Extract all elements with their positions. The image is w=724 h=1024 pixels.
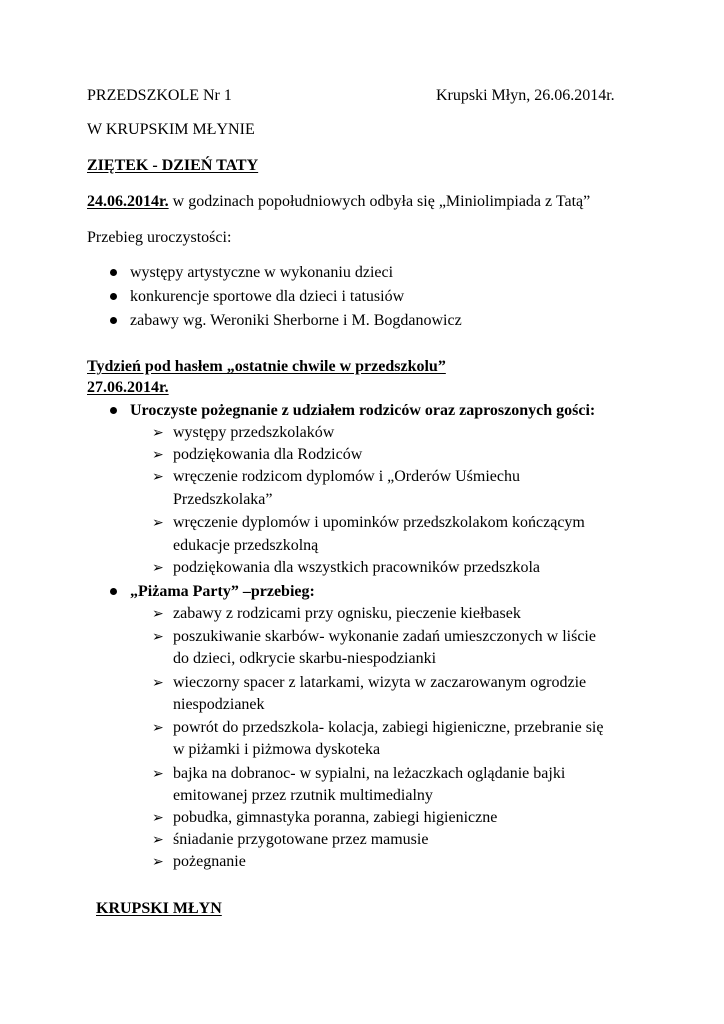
list-item: wręczenie rodzicom dyplomów i „Orderów Uśmiechu — [173, 468, 520, 485]
group1-title: Uroczyste pożegnanie z udziałem rodziców oraz zaproszonych gości: — [130, 402, 596, 419]
arrow-bullet-icon: ➢ — [152, 675, 164, 691]
bullet-dot-icon — [110, 269, 117, 276]
arrow-bullet-icon: ➢ — [152, 629, 164, 645]
arrow-bullet-icon: ➢ — [152, 447, 164, 463]
bullet-dot-icon — [110, 407, 117, 414]
list-item: występy przedszkolaków — [173, 424, 335, 441]
list-item-continuation: w piżamki i piżmowa dyskoteka — [173, 741, 381, 758]
bullet-dot-icon — [110, 588, 117, 595]
list-item-continuation: Przedszkolaka” — [173, 491, 273, 508]
org-name-line1: PRZEDSZKOLE Nr 1 — [87, 87, 232, 104]
list-item: podziękowania dla wszystkich pracowników przedszkola — [173, 559, 540, 576]
arrow-bullet-icon: ➢ — [152, 606, 164, 622]
org-name-line2: W KRUPSKIM MŁYNIE — [87, 121, 255, 138]
arrow-bullet-icon: ➢ — [152, 854, 164, 870]
list-item-continuation: edukacje przedszkolną — [173, 537, 319, 554]
arrow-bullet-icon: ➢ — [152, 560, 164, 576]
list-item: konkurencje sportowe dla dzieci i tatusiów — [130, 288, 405, 305]
section2-title: Tydzień pod hasłem „ostatnie chwile w przedszkolu” — [87, 358, 446, 375]
section2-date: 27.06.2014r. — [87, 379, 169, 396]
list-item-continuation: emitowanej przez rzutnik multimedialny — [173, 787, 433, 804]
list-item-continuation: do dzieci, odkrycie skarbu-niespodzianki — [173, 650, 437, 667]
signature: KRUPSKI MŁYN — [96, 900, 222, 917]
arrow-bullet-icon: ➢ — [152, 720, 164, 736]
list-item: poszukiwanie skarbów- wykonanie zadań umieszczonych w liście — [173, 628, 596, 645]
arrow-bullet-icon: ➢ — [152, 766, 164, 782]
program-label: Przebieg uroczystości: — [87, 229, 232, 246]
section1-date: 24.06.2014r. — [87, 193, 169, 210]
list-item: bajka na dobranoc- w sypialni, na leżaczkach oglądanie bajki — [173, 765, 566, 782]
section1-title: ZIĘTEK - DZIEŃ TATY — [87, 157, 259, 174]
arrow-bullet-icon: ➢ — [152, 515, 164, 531]
list-item: wręczenie dyplomów i upominków przedszkolakom kończącym — [173, 514, 585, 531]
arrow-bullet-icon: ➢ — [152, 469, 164, 485]
list-item: pożegnanie — [173, 853, 246, 870]
arrow-bullet-icon: ➢ — [152, 832, 164, 848]
list-item: wieczorny spacer z latarkami, wizyta w zaczarowanym ogrodzie — [173, 674, 587, 691]
bullet-dot-icon — [110, 317, 117, 324]
bullet-dot-icon — [110, 293, 117, 300]
list-item: zabawy wg. Weroniki Sherborne i M. Bogdanowicz — [130, 312, 462, 329]
list-item: zabawy z rodzicami przy ognisku, pieczenie kiełbasek — [173, 605, 521, 622]
list-item-continuation: niespodzianek — [173, 696, 265, 713]
place-date: Krupski Młyn, 26.06.2014r. — [436, 87, 615, 104]
arrow-bullet-icon: ➢ — [152, 810, 164, 826]
section1-intro-line — [87, 191, 590, 213]
group2-title: „Piżama Party” –przebieg: — [130, 583, 315, 600]
list-item: podziękowania dla Rodziców — [173, 446, 363, 463]
list-item: powrót do przedszkola- kolacja, zabiegi higieniczne, przebranie się — [173, 719, 604, 736]
arrow-bullet-icon: ➢ — [152, 425, 164, 441]
list-item: śniadanie przygotowane przez mamusie — [173, 831, 429, 848]
list-item: występy artystyczne w wykonaniu dzieci — [130, 264, 394, 281]
list-item: pobudka, gimnastyka poranna, zabiegi higieniczne — [173, 809, 498, 826]
section1-intro: w godzinach popołudniowych odbyła się „Miniolimpiada z Tatą” — [168, 193, 591, 210]
